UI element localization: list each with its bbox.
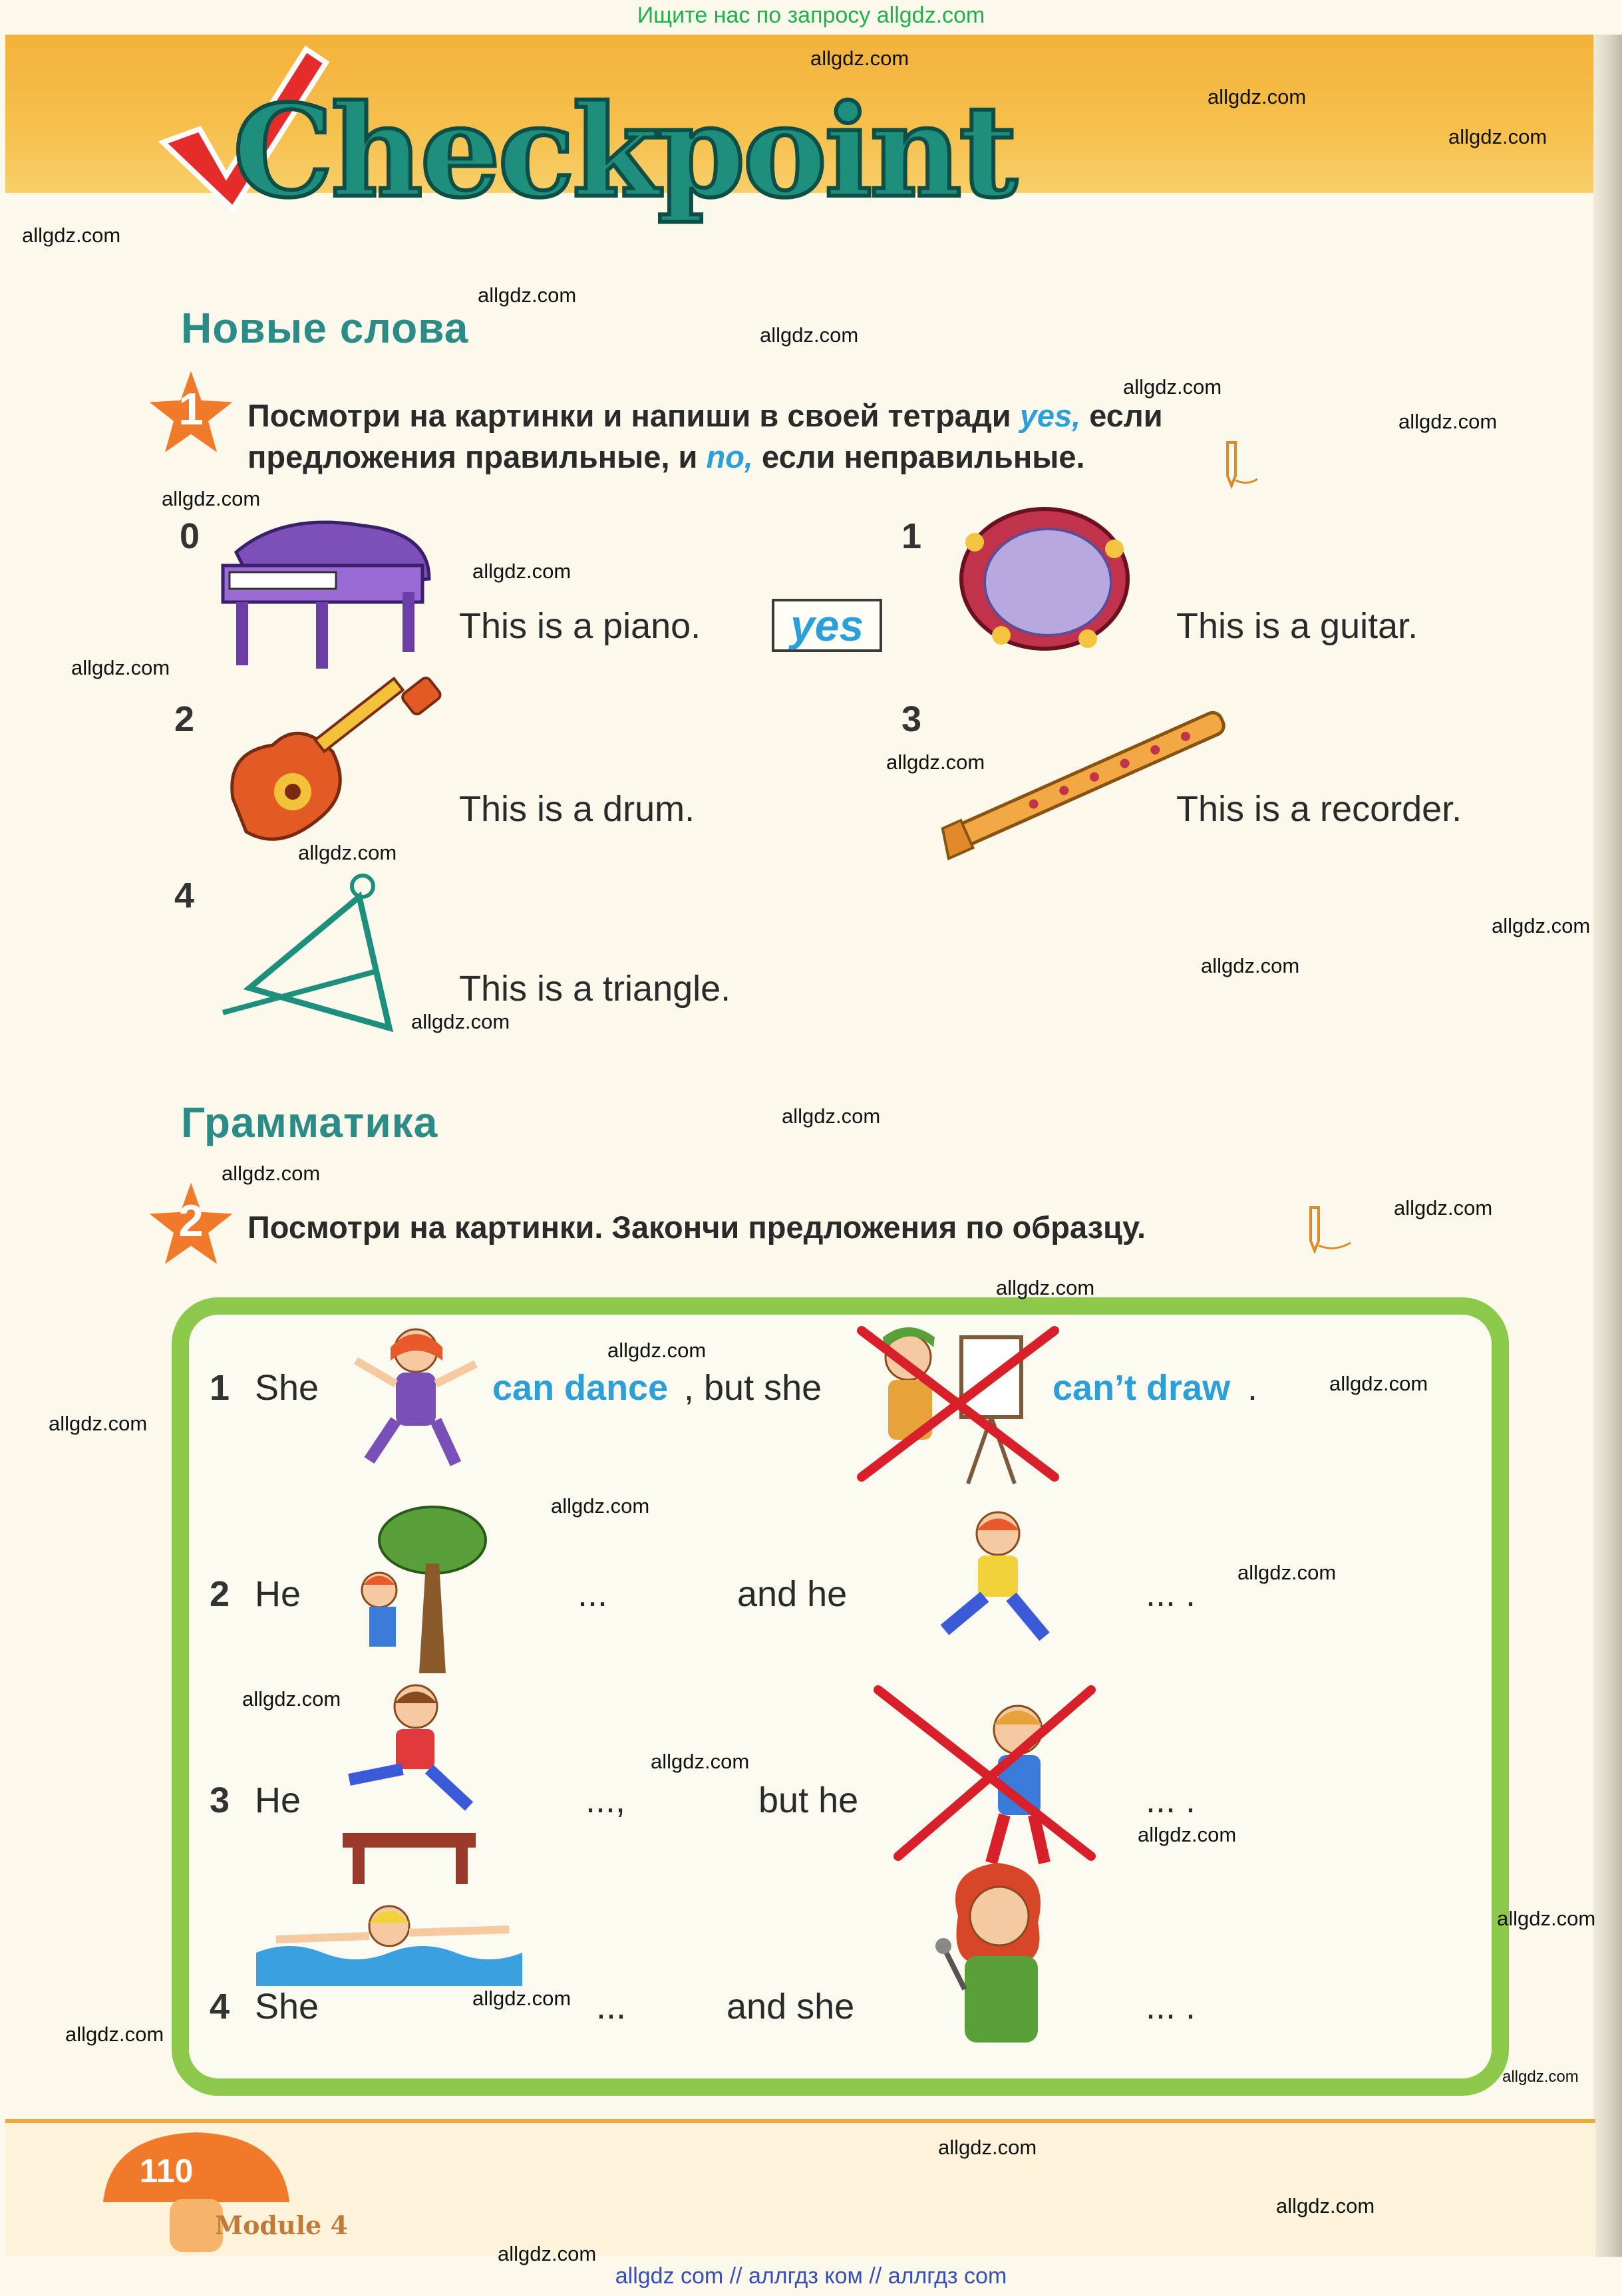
row-2-result: ... . xyxy=(1146,1574,1196,1614)
watermark: allgdz.com xyxy=(411,1010,510,1033)
row-2-connector: and he xyxy=(737,1574,848,1614)
row-number-4: 4 xyxy=(210,1987,230,2027)
watermark: allgdz.com xyxy=(472,1987,571,2010)
vocab-section-title: Новые слова xyxy=(181,304,469,352)
item-sentence-0: This is a piano. xyxy=(459,606,701,646)
logo-text: Checkpoint xyxy=(233,77,1015,226)
row-3-ability: ..., xyxy=(585,1780,626,1820)
row-1-end: . xyxy=(1247,1368,1258,1408)
watermark: allgdz.com xyxy=(1448,125,1547,148)
row-4-subject: She xyxy=(255,1987,319,2027)
watermark: allgdz.com xyxy=(1276,2194,1375,2217)
watermark: allgdz.com xyxy=(298,841,397,864)
triangle-instrument-icon xyxy=(210,872,409,1038)
watermark: allgdz.com xyxy=(22,224,121,247)
watermark: allgdz.com xyxy=(760,323,859,347)
watermark: allgdz.com xyxy=(242,1687,341,1711)
svg-text:2: 2 xyxy=(178,1196,204,1247)
watermark: allgdz.com xyxy=(810,47,909,70)
watermark: allgdz.com xyxy=(65,2023,164,2046)
watermark: allgdz.com xyxy=(938,2136,1037,2159)
checkpoint-logo xyxy=(153,43,1015,229)
boy-singing-crossed-icon xyxy=(865,1677,1118,1870)
guitar-icon xyxy=(220,679,459,852)
boy-climbing-tree-icon xyxy=(339,1504,486,1677)
watermark: allgdz.com xyxy=(651,1750,750,1773)
girl-drawing-crossed-icon xyxy=(835,1311,1081,1490)
item-sentence-3: This is a recorder. xyxy=(1176,789,1462,829)
answer-box: yes xyxy=(772,599,882,652)
boy-running-icon xyxy=(905,1504,1058,1650)
grammar-section-title: Грамматика xyxy=(181,1098,438,1146)
row-3-result: ... . xyxy=(1146,1780,1196,1820)
item-number-0: 0 xyxy=(180,516,200,556)
module-label: Module 4 xyxy=(215,2210,348,2240)
watermark: allgdz.com xyxy=(1497,1907,1596,1930)
watermark: allgdz.com xyxy=(1208,85,1307,108)
book-gutter xyxy=(1593,35,1622,2257)
task-2-star-icon xyxy=(148,1181,234,1267)
row-1-connector: , but she xyxy=(684,1368,822,1408)
watermark: allgdz.com xyxy=(1492,914,1591,937)
row-number-3: 3 xyxy=(210,1780,230,1820)
item-number-2: 2 xyxy=(174,699,195,739)
boy-jumping-hurdle-icon xyxy=(323,1673,489,1886)
watermark: allgdz.com xyxy=(1138,1823,1237,1846)
row-1-subject: She xyxy=(255,1368,319,1408)
task-2-instruction: Посмотри на картинки. Закончи предложения по образцу. xyxy=(247,1210,1146,1245)
item-number-4: 4 xyxy=(174,876,195,915)
watermark: allgdz.com xyxy=(996,1276,1095,1299)
watermark: allgdz.com xyxy=(1237,1561,1337,1584)
row-4-ability: ... xyxy=(596,1987,627,2027)
row-number-2: 2 xyxy=(210,1574,230,1614)
svg-text:1: 1 xyxy=(178,385,204,435)
item-sentence-2: This is a drum. xyxy=(459,789,695,829)
row-number-1: 1 xyxy=(210,1368,230,1408)
girl-swimming-icon xyxy=(256,1893,522,1986)
watermark: allgdz.com xyxy=(1398,410,1498,433)
watermark: allgdz.com xyxy=(551,1494,650,1518)
row-1-ability: can dance xyxy=(492,1368,669,1408)
watermark: allgdz.com xyxy=(71,656,170,679)
row-2-subject: He xyxy=(255,1574,301,1614)
site-search-hint: Ищите нас по запросу allgdz.com xyxy=(637,3,985,28)
item-sentence-4: This is a triangle. xyxy=(459,969,731,1009)
watermark: allgdz.com xyxy=(162,487,261,510)
watermark: allgdz.com xyxy=(886,750,985,774)
watermark: allgdz.com xyxy=(1123,375,1222,399)
row-2-ability: ... xyxy=(577,1574,608,1614)
row-3-connector: but he xyxy=(758,1780,859,1820)
watermark: allgdz.com xyxy=(478,283,577,307)
site-footer-text: allgdz com // аллгдз ком // аллгдз com xyxy=(615,2263,1007,2289)
piano-icon xyxy=(216,506,436,672)
row-3-subject: He xyxy=(255,1780,301,1820)
row-4-result: ... . xyxy=(1146,1987,1196,2027)
watermark: allgdz.com xyxy=(1201,954,1300,977)
row-1-result: can’t draw xyxy=(1053,1368,1231,1408)
svg-text:110: 110 xyxy=(139,2152,194,2190)
item-number-1: 1 xyxy=(901,516,922,556)
row-4-connector: and she xyxy=(727,1987,855,2027)
girl-singing-icon xyxy=(918,1856,1078,2043)
watermark: allgdz.com xyxy=(782,1104,881,1128)
watermark: allgdz.com xyxy=(607,1339,707,1362)
item-number-3: 3 xyxy=(901,699,922,739)
watermark: allgdz.com xyxy=(1394,1196,1493,1220)
pencil-icon-2 xyxy=(1304,1204,1357,1257)
pencil-icon xyxy=(1221,439,1261,492)
watermark: allgdz.com xyxy=(49,1412,148,1435)
watermark: allgdz.com xyxy=(222,1162,321,1185)
watermark: allgdz.com xyxy=(472,560,571,583)
item-sentence-1: This is a guitar. xyxy=(1176,606,1418,646)
watermark: allgdz.com xyxy=(1329,1372,1428,1395)
watermark: allgdz.com xyxy=(498,2242,597,2265)
tambourine-icon xyxy=(955,502,1134,655)
task-1-star-icon xyxy=(148,369,234,456)
task-1-instruction: Посмотри на картинки и напиши в своей тетради yes, если предложения правильные, и no, если неправильные. xyxy=(247,398,1163,474)
girl-dancing-icon xyxy=(343,1321,489,1470)
watermark: allgdz.com xyxy=(1502,2068,1579,2086)
